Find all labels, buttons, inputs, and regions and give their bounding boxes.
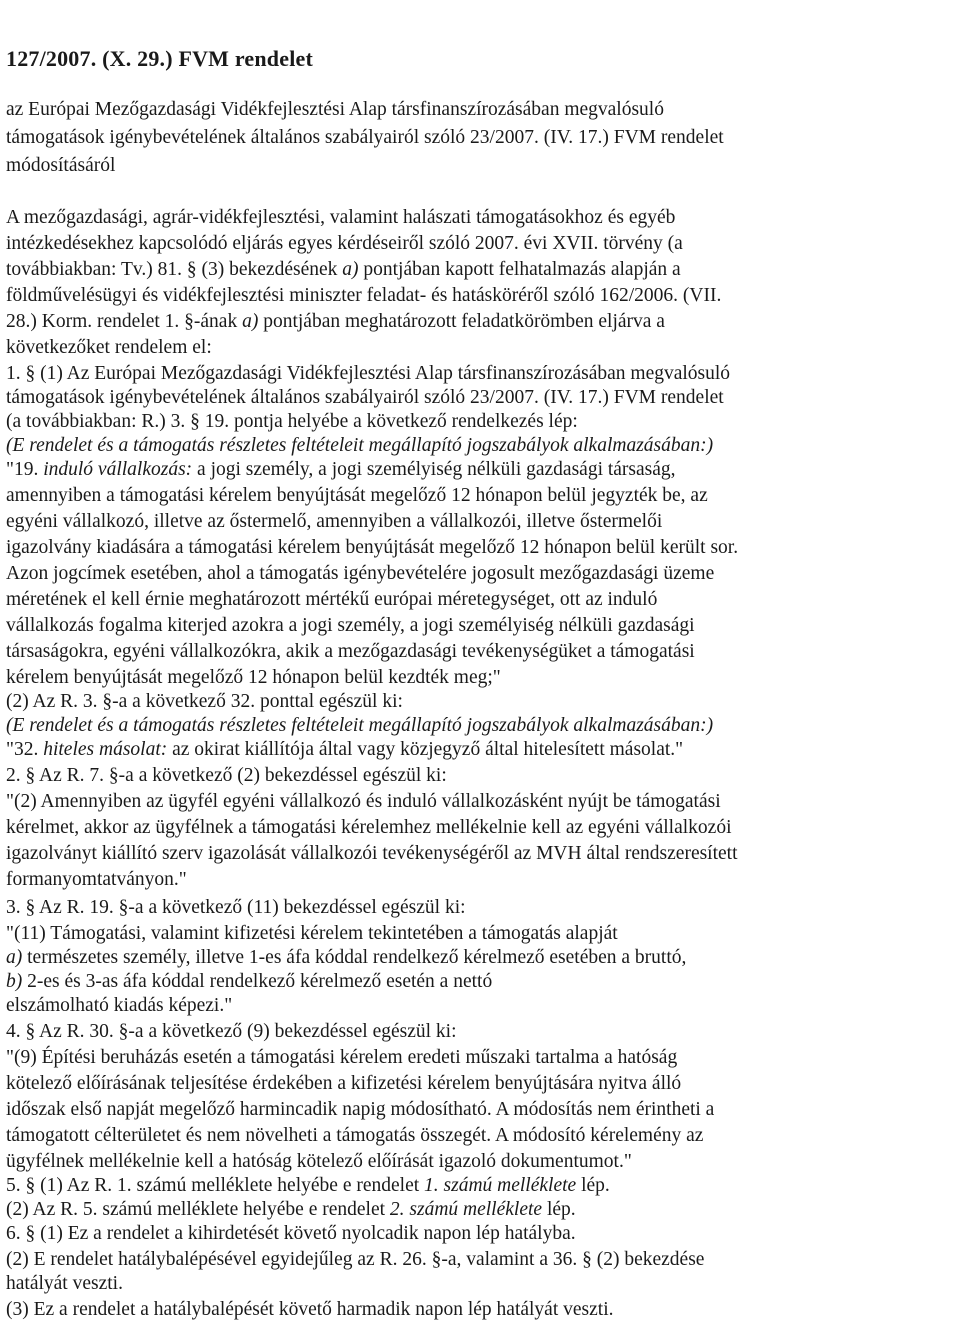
preamble-line: továbbiakban: Tv.) 81. § (3) bekezdésének a) pontjában kapott felhatalmazás alapján a <box>6 259 681 280</box>
section-1-line: egyéni vállalkozó, illetve az őstermelő, amennyiben a vállalkozói, illetve őstermelői <box>6 511 663 532</box>
section-1-line: igazolvány kiadására a támogatási kérelem benyújtását megelőző 12 hónapon belül került sor. <box>6 537 739 558</box>
preamble-line: földművelésügyi és vidékfejlesztési miniszter feladat- és hatásköréről szóló 162/2006. (VII. <box>6 285 722 306</box>
section-2-line: igazolványt kiállító szerv igazolását vállalkozói tevékenységéről az MVH által rendszeresített <box>6 843 738 864</box>
subtitle-line: az Európai Mezőgazdasági Vidékfejlesztési Alap társfinanszírozásában megvalósuló <box>6 99 664 120</box>
section-6-line: (3) Ez a rendelet a hatálybalépését követő harmadik napon lép hatályát veszti. <box>6 1299 614 1320</box>
preamble-line: következőket rendelem el: <box>6 337 212 358</box>
document-title: 127/2007. (X. 29.) FVM rendelet <box>6 46 314 71</box>
section-3-line: 3. § Az R. 19. §-a a következő (11) bekezdéssel egészül ki: <box>6 897 466 918</box>
preamble-line: A mezőgazdasági, agrár-vidékfejlesztési, valamint halászati támogatásokhoz és egyéb <box>6 207 676 228</box>
section-3-line: elszámolható kiadás képezi." <box>6 995 233 1016</box>
section-6-line: 6. § (1) Ez a rendelet a kihirdetését követő nyolcadik napon lép hatályba. <box>6 1223 576 1244</box>
section-2-line: 2. § Az R. 7. §-a a következő (2) bekezdéssel egészül ki: <box>6 765 447 786</box>
subtitle-line: támogatások igénybevételének általános szabályairól szóló 23/2007. (IV. 17.) FVM rendelet <box>6 127 724 148</box>
section-2-line: "(2) Amennyiben az ügyfél egyéni vállalkozó és induló vállalkozásként nyújt be támogatási <box>6 791 721 812</box>
section-1-line: Azon jogcímek esetében, ahol a támogatás igénybevételére jogosult mezőgazdasági üzeme <box>6 563 715 584</box>
section-3-line: b) 2-es és 3-as áfa kóddal rendelkező kérelmező esetén a nettó <box>6 971 493 992</box>
section-1-line: méretének el kell érnie meghatározott mértékű európai méretegységet, ott az induló <box>6 589 658 610</box>
section-1-line: támogatások igénybevételének általános szabályairól szóló 23/2007. (IV. 17.) FVM rendelet <box>6 387 724 408</box>
section-4-line: kötelező előírásának teljesítése érdekében a kifizetési kérelem benyújtására nyitva álló <box>6 1073 682 1094</box>
section-1-line: (E rendelet és a támogatás részletes feltételeit megállapító jogszabályok alkalmazásában:) <box>6 435 714 456</box>
section-1-line: amennyiben a támogatási kérelem benyújtását megelőző 12 hónapon belül jegyzték be, az <box>6 485 708 506</box>
section-1-line: (2) Az R. 3. §-a a következő 32. ponttal egészül ki: <box>6 691 403 712</box>
section-5-line: (2) Az R. 5. számú melléklete helyébe e rendelet 2. számú melléklete lép. <box>6 1199 576 1220</box>
subtitle-line: módosításáról <box>6 155 116 176</box>
section-4-line: 4. § Az R. 30. §-a a következő (9) bekezdéssel egészül ki: <box>6 1021 457 1042</box>
section-4-line: ügyfélnek mellékelnie kell a hatóság kötelező előírását igazoló dokumentumot." <box>6 1151 632 1172</box>
section-3-line: "(11) Támogatási, valamint kifizetési kérelem tekintetében a támogatás alapját <box>6 923 618 944</box>
section-1-line: kérelem benyújtását megelőző 12 hónapon belül kezdték meg;" <box>6 667 501 688</box>
section-4-line: "(9) Építési beruházás esetén a támogatási kérelem eredeti műszaki tartalma a hatóság <box>6 1047 678 1068</box>
section-1-line: "32. hiteles másolat: az okirat kiállítója által vagy közjegyző által hitelesített másolat." <box>6 739 684 760</box>
section-3-line: a) természetes személy, illetve 1-es áfa kóddal rendelkező kérelmező esetében a bruttó, <box>6 947 687 968</box>
section-1-line: társaságokra, egyéni vállalkozókra, akik a mezőgazdasági tevékenységüket a támogatási <box>6 641 695 662</box>
section-1-line: (a továbbiakban: R.) 3. § 19. pontja helyébe a következő rendelkezés lép: <box>6 411 578 432</box>
preamble-line: intézkedésekhez kapcsolódó eljárás egyes kérdéseiről szóló 2007. évi XVII. törvény (a <box>6 233 683 254</box>
section-2-line: kérelmet, akkor az ügyfélnek a támogatási kérelemhez mellékelnie kell az egyéni vállalkozói <box>6 817 732 838</box>
section-1-line: "19. induló vállalkozás: a jogi személy, a jogi személyiség nélküli gazdasági társaság, <box>6 459 676 480</box>
section-4-line: időszak első napját megelőző harmincadik napig módosítható. A módosítás nem érintheti a <box>6 1099 715 1120</box>
section-5-line: 5. § (1) Az R. 1. számú melléklete helyébe e rendelet 1. számú melléklete lép. <box>6 1175 610 1196</box>
preamble-line: 28.) Korm. rendelet 1. §-ának a) pontjában meghatározott feladatkörömben eljárva a <box>6 311 665 332</box>
section-2-line: formanyomtatványon." <box>6 869 187 890</box>
section-1-line: vállalkozás fogalma kiterjed azokra a jogi személy, a jogi személyiség nélküli gazdasági <box>6 615 695 636</box>
section-4-line: támogatott célterületet és nem növelheti a támogatás összegét. A módosító kérelemény az <box>6 1125 704 1146</box>
section-6-line: (2) E rendelet hatálybalépésével egyidejűleg az R. 26. §-a, valamint a 36. § (2) bekezdése <box>6 1249 705 1270</box>
section-1-line: (E rendelet és a támogatás részletes feltételeit megállapító jogszabályok alkalmazásában:) <box>6 715 714 736</box>
section-1-line: 1. § (1) Az Európai Mezőgazdasági Vidékfejlesztési Alap társfinanszírozásában megvalósuló <box>6 363 731 384</box>
section-6-line: hatályát veszti. <box>6 1273 123 1294</box>
